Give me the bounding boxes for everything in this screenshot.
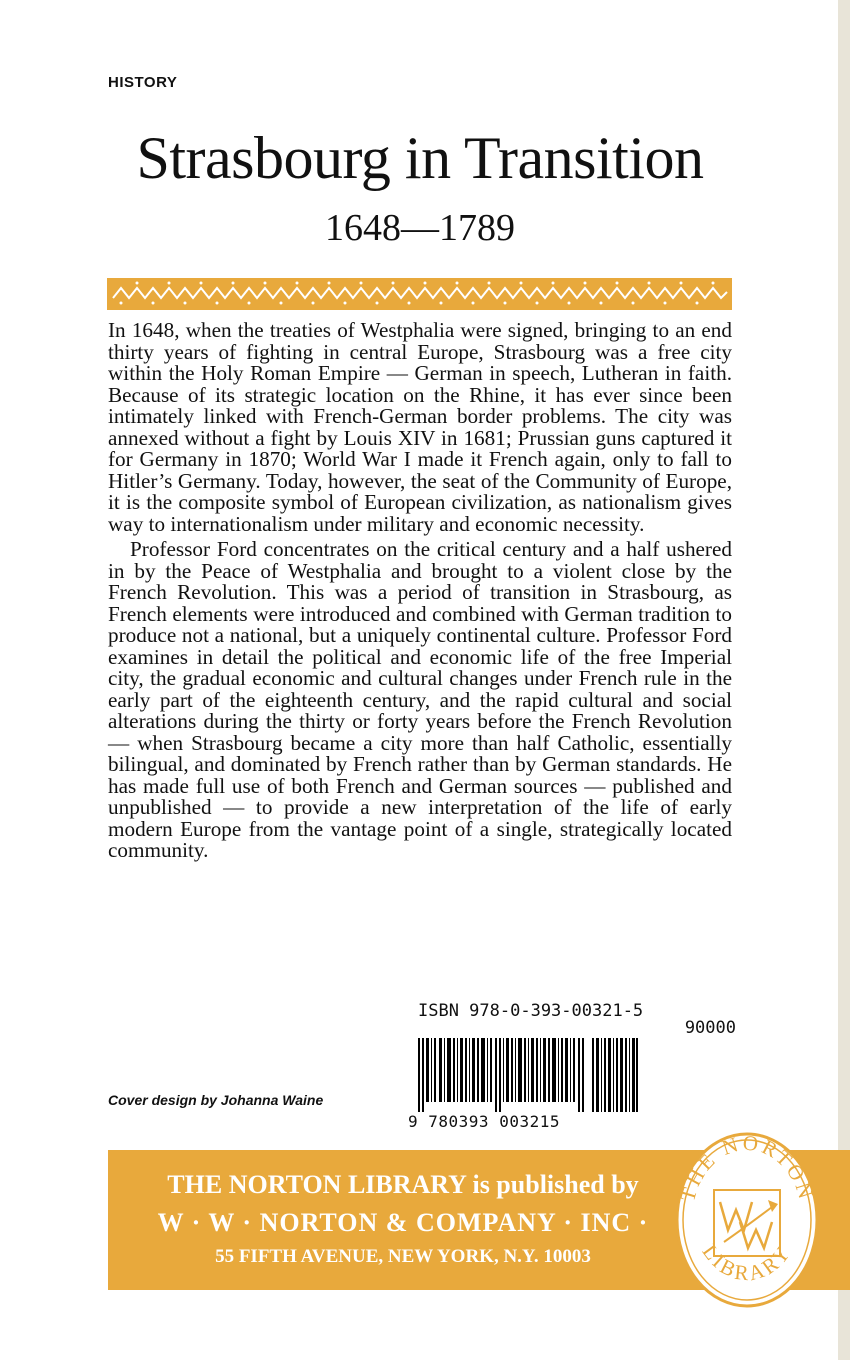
norton-library-seal-icon: [672, 1130, 822, 1310]
book-subtitle: 1648—1789: [325, 207, 515, 249]
ornamental-border: [107, 278, 732, 310]
barcode-image: [418, 1038, 584, 1112]
publisher-line-3: 55 FIFTH AVENUE, NEW YORK, N.Y. 10003: [215, 1246, 591, 1267]
description-paragraph-2: Professor Ford concentrates on the critical century and a half ushered in by the Peace of Westphalia and brought to a violent close by the French Revolution. This was a period of transition in Strasbourg, as French elements were introduced and combined with German tradition to produce not a national, but a uniquely continental culture. Professor Ford examines in detail the political and economic life of the free Imperial city, the gradual economic and cultural changes under French rule in the early part of the eighteenth century, and the rapid cultural and social alterations during the thirty or forty years before the French Revolution — when Strasbourg became a city more than half Catholic, essentially bilingual, and dominated by French rather than by German standards. He has made full use of both French and German sources — published and unpublished — to provide a new interpretation of the life of early modern Europe from the vantage point of a single, strategically located community.: [108, 537, 732, 862]
barcode-number: 9 780393 003215: [408, 1112, 560, 1131]
description-text: [108, 320, 732, 862]
category-label: HISTORY: [108, 74, 178, 91]
price-barcode-image: [592, 1038, 638, 1112]
seal-top-text: THE NORTON: [675, 1130, 819, 1205]
publisher-line-1: THE NORTON LIBRARY is published by: [167, 1170, 639, 1199]
cover-credit: Cover design by Johanna Waine: [108, 1092, 324, 1108]
publisher-line-2: W · W · NORTON & COMPANY · INC ·: [157, 1208, 649, 1237]
seal-bottom-text: LIBRARY: [697, 1239, 797, 1286]
isbn-label: ISBN 978-0-393-00321-5: [418, 1001, 644, 1021]
description-paragraph-1: In 1648, when the treaties of Westphalia were signed, bringing to an end thirty years of fighting in central Europe, Strasbourg was a free city within the Holy Roman Empire — German in speech, Lutheran in faith. Because of its strategic location on the Rhine, it has ever since been intimately linked with French-German border problems. The city was annexed without a fight by Louis XIV in 1681; Prussian guns captured it for Germany in 1870; World War I made it French again, only to fall to Hitler’s Germany. Today, however, the seat of the Community of Europe, it is the composite symbol of European civilization, as nationalism gives way to internationalism under military and economic necessity.: [108, 318, 732, 536]
price-code: 90000: [684, 1018, 736, 1038]
book-title: Strasbourg in Transition: [136, 125, 704, 191]
